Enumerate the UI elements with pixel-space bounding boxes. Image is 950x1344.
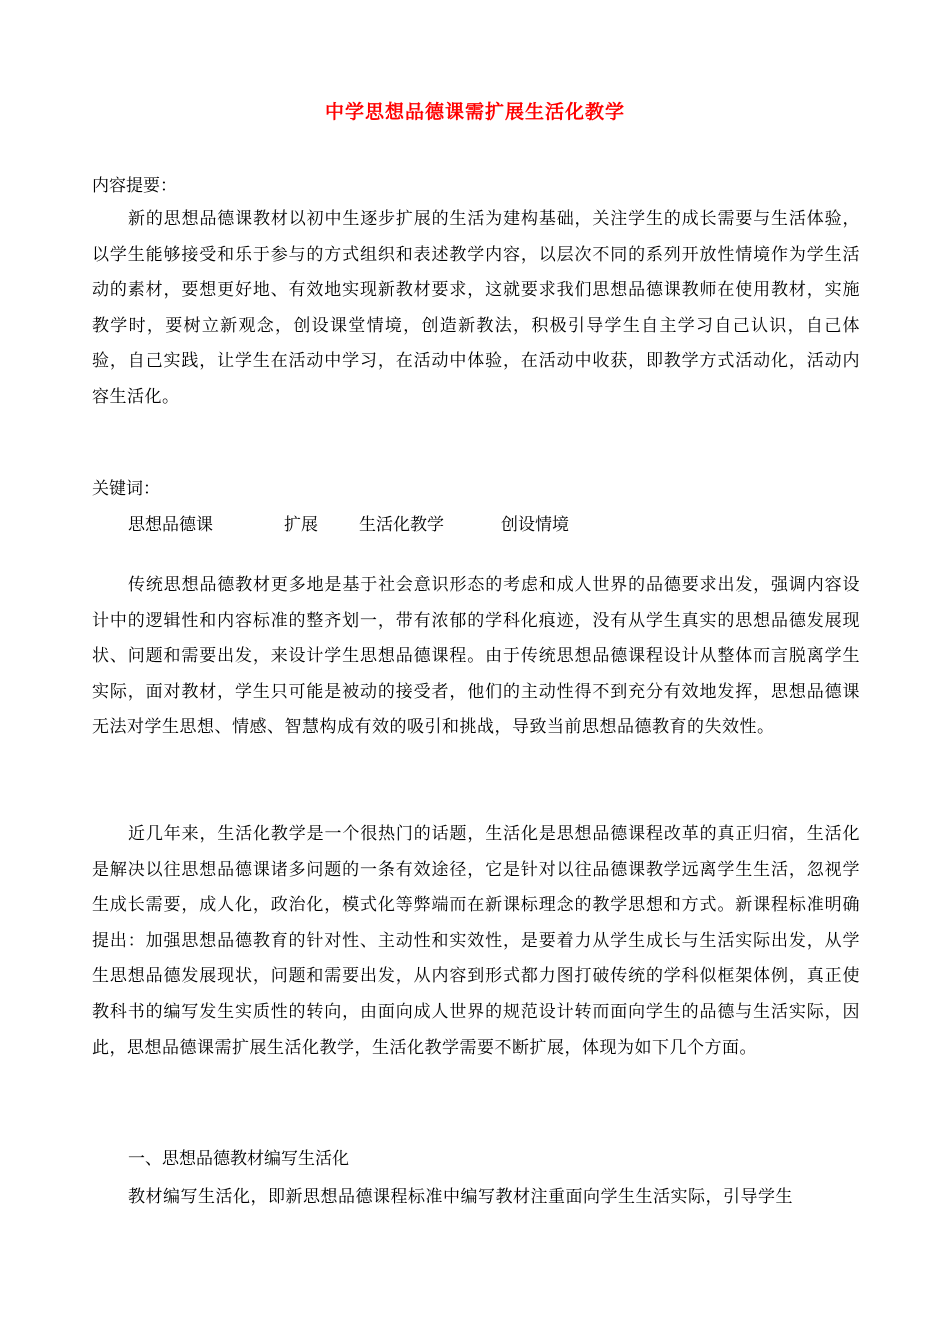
section-1-paragraph: 教材编写生活化，即新思想品德课程标准中编写教材注重面向学生生活实际，引导学生 xyxy=(128,1187,793,1207)
keyword-item: 扩展 xyxy=(284,515,318,535)
abstract-label: 内容提要： xyxy=(92,176,177,196)
section-heading-1: 一、思想品德教材编写生活化 xyxy=(128,1149,349,1169)
keywords-label: 关键词： xyxy=(92,479,160,499)
body-paragraph-1: 传统思想品德教材更多地是基于社会意识形态的考虑和成人世界的品德要求出发，强调内容设计中的逻辑性和内容标准的整齐划一，带有浓郁的学科化痕迹，没有从学生真实的思想品德发展现状、问题和需要出发，来设计学生思想品德课程。由于传统思想品德课程设计从整体而言脱离学生实际，面对教材，学生只可能是被动的接受者，他们的主动性得不到充分有效地发挥，思想品德课无法对学生思想、情感、智慧构成有效的吸引和挑战，导致当前思想品德教育的失效性。 xyxy=(92,575,860,738)
keyword-item: 生活化教学 xyxy=(359,515,444,535)
body-paragraph-2: 近几年来，生活化教学是一个很热门的话题，生活化是思想品德课程改革的真正归宿，生活化是解决以往思想品德课诸多问题的一条有效途径，它是针对以往品德课教学远离学生生活，忽视学生成长需要，成人化，政治化，模式化等弊端而在新课标理念的教学思想和方式。新课程标准明确提出：加强思想品德教育的针对性、主动性和实效性，是要着力从学生成长与生活实际出发，从学生思想品德发展现状，问题和需要出发，从内容到形式都力图打破传统的学科似框架体例，真正使教科书的编写发生实质性的转向，由面向成人世界的规范设计转而面向学生的品德与生活实际，因此，思想品德课需扩展生活化教学，生活化教学需要不断扩展，体现为如下几个方面。 xyxy=(92,824,860,1058)
keyword-item: 创设情境 xyxy=(501,515,569,535)
abstract-paragraph: 新的思想品德课教材以初中生逐步扩展的生活为建构基础，关注学生的成长需要与生活体验，以学生能够接受和乐于参与的方式组织和表述教学内容，以层次不同的系列开放性情境作为学生活动的素材，要想更好地、有效地实现新教材要求，这就要求我们思想品德课教师在使用教材，实施教学时，要树立新观念，创设课堂情境，创造新教法，积极引导学生自主学习自己认识，自己体验，自己实践，让学生在活动中学习，在活动中体验，在活动中收获，即教学方式活动化，活动内容生活化。 xyxy=(92,209,860,407)
document-title: 中学思想品德课需扩展生活化教学 xyxy=(324,101,625,123)
keyword-item: 思想品德课 xyxy=(128,515,213,535)
